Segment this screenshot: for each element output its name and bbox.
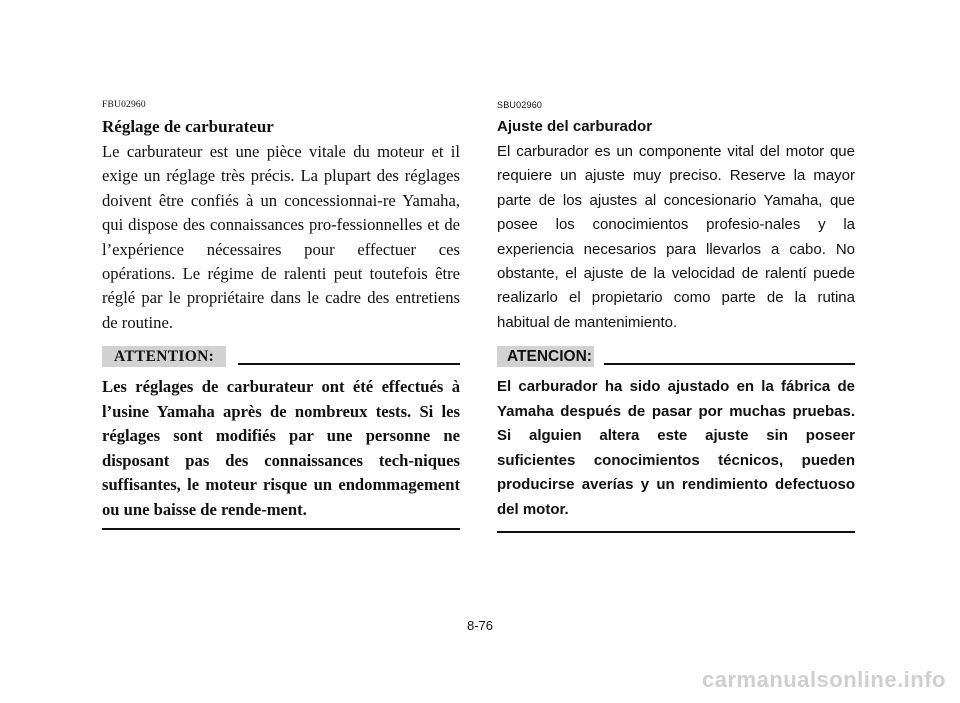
watermark: carmanualsonline.info bbox=[702, 667, 946, 692]
caution-rule bbox=[604, 363, 855, 365]
caution-text: Les réglages de carburateur ont été effectués à l’usine Yamaha après de nombreux tests. Si les réglages sont modifiés par une personne ne disposant pas des connaissances tech-niques suffisantes, le moteur risque un endommagement ou une baisse de rende-ment. bbox=[102, 375, 460, 530]
caution-header bbox=[497, 343, 855, 367]
section-heading: Ajuste del carburador bbox=[497, 118, 653, 135]
page-number: 8-76 bbox=[466, 618, 494, 633]
section-body: El carburador es un componente vital del motor que requiere un ajuste muy preciso. Reserve la mayor parte de los ajustes al concesionario Yamaha, que posee los conocimientos profesio-nales y la experiencia necesarios para llevarlos a cabo. No obstante, el ajuste de la velocidad de ralentí puede realizarlo el propietario como parte de la rutina habitual de mantenimiento. bbox=[497, 143, 855, 331]
caution-label: ATENCION: bbox=[497, 346, 594, 367]
section-code: SBU02960 bbox=[497, 100, 543, 110]
caution-header bbox=[102, 343, 460, 367]
caution-text: El carburador ha sido ajustado en la fábrica de Yamaha después de pasar por muchas pruebas. Si alguien altera este ajuste sin poseer suficientes conocimientos técnicos, pueden producirse averías y un rendimiento defectuoso del motor. bbox=[497, 375, 855, 533]
spanish-column bbox=[497, 100, 855, 533]
caution-label: ATTENTION: bbox=[102, 346, 226, 367]
section-heading: Réglage de carburateur bbox=[102, 117, 274, 136]
caution-rule bbox=[238, 363, 460, 365]
section-code: FBU02960 bbox=[102, 100, 146, 110]
french-column bbox=[102, 100, 460, 530]
section-body: Le carburateur est une pièce vitale du moteur et il exige un réglage très précis. La plupart des réglages doivent être confiés à un concessionnai-re Yamaha, qui dispose des connaissances pro-fessionnelles et de l’expérience nécessaires pour effectuer ces opérations. Le régime de ralenti peut toutefois être réglé par le propriétaire dans le cadre des entretiens de routine. bbox=[102, 142, 460, 332]
